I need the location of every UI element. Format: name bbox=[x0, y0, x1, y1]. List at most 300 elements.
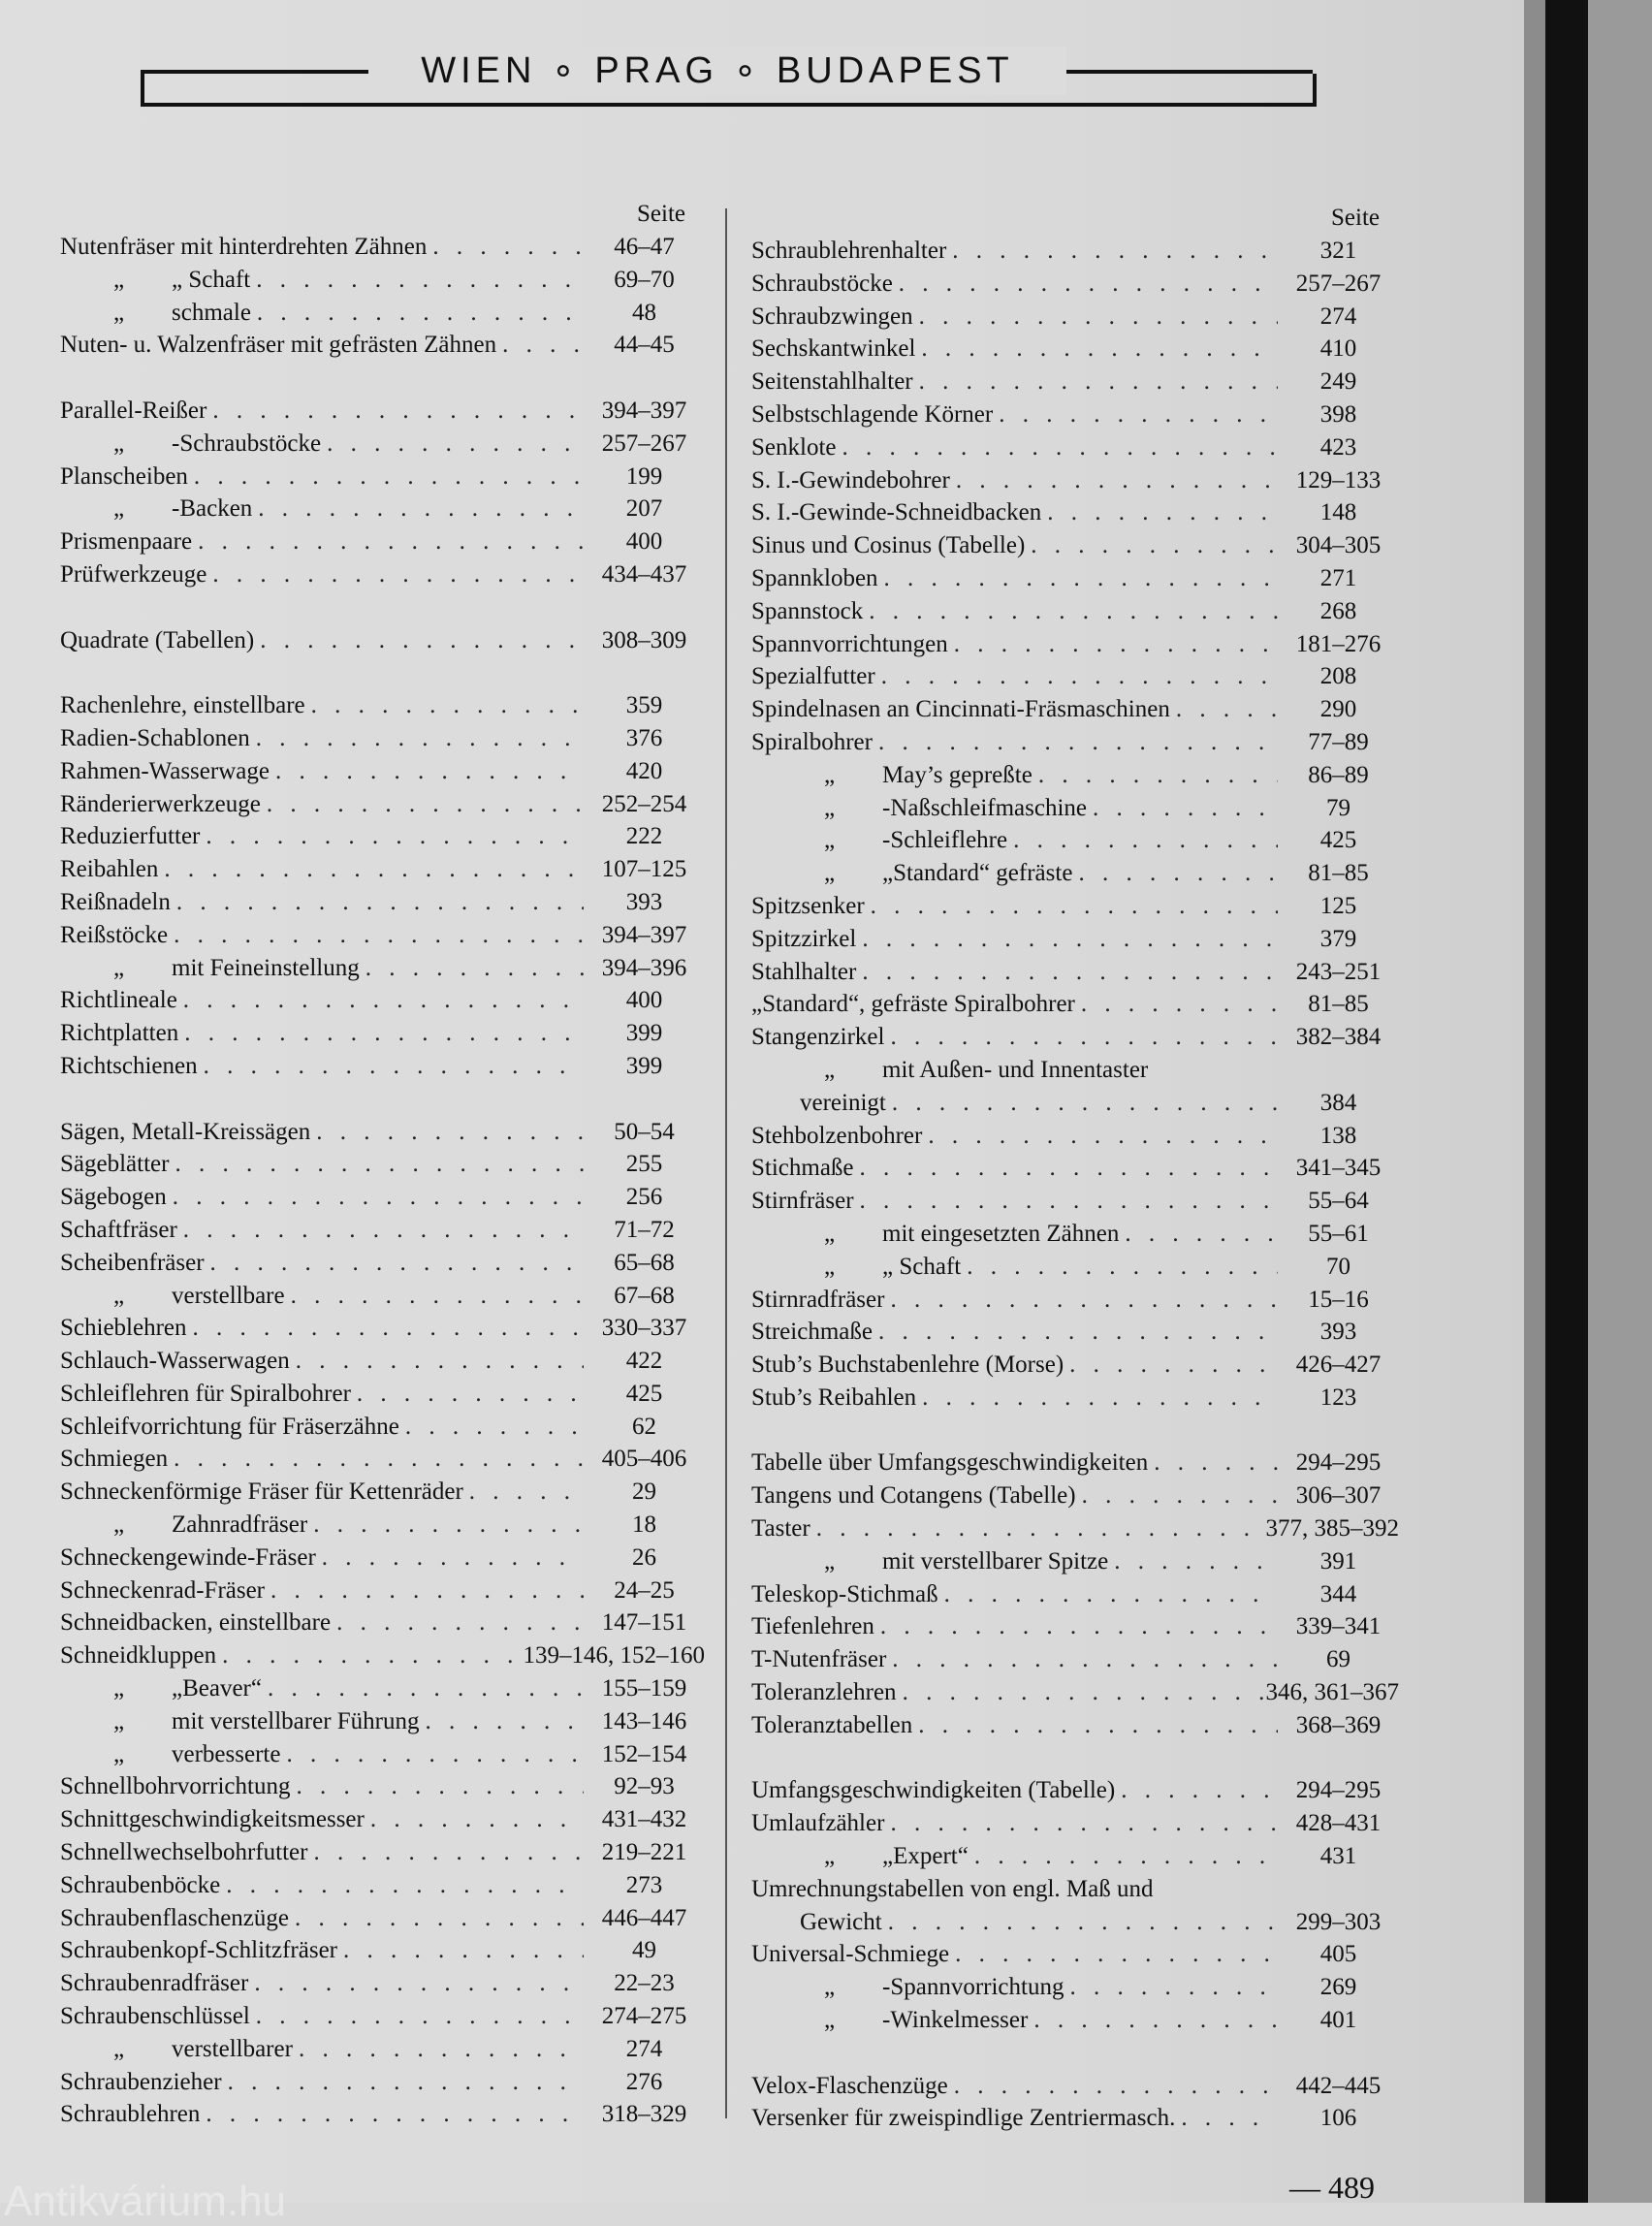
entry-text: Velox-Flaschenzüge bbox=[751, 2072, 948, 2099]
entry-text: Umlaufzähler bbox=[751, 1810, 885, 1837]
index-entry bbox=[60, 1967, 705, 2000]
page-reference: 384 bbox=[1319, 1089, 1357, 1116]
dot-leader bbox=[427, 231, 584, 264]
entry-text: Toleranzlehren bbox=[751, 1679, 897, 1706]
dot-leader bbox=[961, 1251, 1278, 1284]
dot-leader bbox=[1115, 1774, 1278, 1807]
entry-text: -Naßschleifmaschine bbox=[882, 794, 1088, 821]
page-reference: 341–345 bbox=[1295, 1155, 1382, 1182]
entry-text: Schnellwechselbohrfutter bbox=[60, 1839, 308, 1866]
index-entry bbox=[60, 525, 705, 558]
index-entry bbox=[60, 1934, 705, 1967]
dot-leader bbox=[882, 1906, 1278, 1939]
index-entry bbox=[60, 428, 705, 461]
index-entry bbox=[751, 529, 1399, 562]
ditto-mark: „ bbox=[113, 1675, 125, 1702]
entry-term bbox=[751, 988, 1075, 1021]
index-entry bbox=[751, 1382, 1399, 1415]
entry-text: Taster bbox=[751, 1515, 810, 1542]
page-reference: 398 bbox=[1319, 400, 1357, 428]
entry-term bbox=[60, 297, 251, 330]
index-entry bbox=[751, 1906, 1399, 1939]
dot-leader bbox=[198, 1050, 584, 1083]
dot-leader bbox=[969, 1840, 1278, 1873]
section-gap bbox=[751, 2037, 1399, 2070]
index-entry bbox=[60, 493, 705, 525]
page-reference: 55–61 bbox=[1308, 1220, 1369, 1247]
index-entry bbox=[60, 1116, 705, 1149]
page-reference: 393 bbox=[625, 888, 663, 915]
entry-term bbox=[751, 759, 1032, 792]
entry-term bbox=[60, 1345, 290, 1378]
entry-term bbox=[60, 1639, 216, 1672]
index-entry bbox=[60, 1181, 705, 1214]
index-entry bbox=[60, 1312, 705, 1345]
page-reference: 71–72 bbox=[614, 1216, 675, 1243]
entry-text: Schraubenzieher bbox=[60, 2068, 222, 2095]
entry-term bbox=[751, 366, 913, 398]
entry-term bbox=[60, 1738, 280, 1771]
dot-leader bbox=[938, 1578, 1278, 1611]
dot-leader bbox=[177, 1214, 584, 1247]
page-reference: 249 bbox=[1319, 368, 1357, 396]
page-reference: 255 bbox=[625, 1151, 663, 1178]
dot-leader bbox=[1076, 1479, 1278, 1512]
entry-term bbox=[751, 1840, 969, 1873]
entry-text: Reduzierfutter bbox=[60, 823, 201, 850]
entry-text: Spitzzirkel bbox=[751, 925, 857, 952]
page-reference: 65–68 bbox=[614, 1249, 675, 1276]
index-entry bbox=[751, 693, 1399, 726]
dot-leader bbox=[351, 1378, 584, 1411]
entry-text: Stehbolzenbohrer bbox=[751, 1122, 923, 1149]
dot-leader bbox=[216, 1639, 523, 1672]
entry-term bbox=[60, 395, 206, 428]
entry-text: Stangenzirkel bbox=[751, 1024, 885, 1051]
entry-text: Nutenfräser mit hinterdrehten Zähnen bbox=[60, 234, 428, 260]
entry-term bbox=[751, 2070, 948, 2103]
index-entry bbox=[751, 890, 1399, 923]
entry-text: Stirnfräser bbox=[751, 1188, 854, 1215]
entry-text: Schraublehren bbox=[60, 2101, 201, 2128]
page-edge bbox=[1524, 0, 1545, 2203]
entry-term bbox=[751, 1218, 1119, 1251]
page-reference: 15–16 bbox=[1308, 1286, 1369, 1313]
entry-term bbox=[751, 1152, 854, 1185]
page-reference: 207 bbox=[625, 495, 663, 523]
entry-text: Schraubenböcke bbox=[60, 1871, 221, 1898]
entry-text: -Winkelmesser bbox=[882, 2007, 1029, 2034]
dot-leader bbox=[915, 333, 1278, 366]
entry-term bbox=[60, 1280, 285, 1313]
page-reference: 256 bbox=[625, 1184, 663, 1211]
entry-term bbox=[751, 857, 1072, 890]
page-reference: 129–133 bbox=[1295, 466, 1382, 493]
dot-leader bbox=[1064, 1971, 1278, 2004]
entry-text: May’s gepreßte bbox=[882, 761, 1032, 788]
entry-text: Spitzsenker bbox=[751, 892, 865, 919]
index-entry bbox=[751, 235, 1399, 268]
entry-term bbox=[60, 1672, 262, 1705]
index-entry bbox=[60, 264, 705, 297]
ditto-mark: „ bbox=[824, 860, 836, 887]
index-entry bbox=[751, 2070, 1399, 2103]
index-entry bbox=[60, 297, 705, 330]
index-entry bbox=[751, 923, 1399, 956]
entry-text: Schneckengewinde-Fräser bbox=[60, 1543, 316, 1571]
entry-term bbox=[60, 853, 158, 886]
ditto-mark: „ bbox=[824, 1974, 836, 2001]
index-entry bbox=[60, 689, 705, 722]
entry-text: Rahmen-Wasserwage bbox=[60, 757, 270, 784]
page-reference: 273 bbox=[625, 1871, 663, 1898]
entry-term bbox=[60, 624, 254, 657]
index-entry bbox=[751, 1251, 1399, 1284]
entry-text: Spannstock bbox=[751, 597, 864, 624]
dot-leader bbox=[265, 1574, 584, 1607]
dot-leader bbox=[1087, 792, 1278, 825]
page-reference: 26 bbox=[632, 1543, 656, 1571]
page-reference: 81–85 bbox=[1308, 991, 1369, 1018]
index-entry bbox=[751, 1512, 1399, 1545]
dot-leader bbox=[1028, 2004, 1278, 2037]
entry-term bbox=[751, 1971, 1064, 2004]
entry-text: Selbstschlagende Körner bbox=[751, 400, 994, 428]
page-reference: 405 bbox=[1319, 1941, 1357, 1968]
index-entry bbox=[60, 1542, 705, 1574]
index-entry bbox=[751, 857, 1399, 890]
index-entry bbox=[60, 1148, 705, 1181]
page-reference: 442–445 bbox=[1295, 2072, 1382, 2099]
dot-leader bbox=[854, 1152, 1278, 1185]
dot-leader bbox=[946, 235, 1278, 268]
entry-text: Reißstöcke bbox=[60, 921, 169, 948]
entry-text: schmale bbox=[172, 299, 251, 326]
entry-term bbox=[751, 1349, 1064, 1382]
ditto-mark: „ bbox=[113, 1707, 125, 1734]
dot-leader bbox=[496, 329, 584, 362]
dot-leader bbox=[1032, 759, 1278, 792]
entry-text: „ Schaft bbox=[172, 266, 251, 293]
index-entry bbox=[60, 1606, 705, 1639]
entry-text: vereinigt bbox=[800, 1089, 886, 1116]
entry-text: Sechskantwinkel bbox=[751, 335, 916, 363]
entry-text: Streichmaße bbox=[751, 1319, 873, 1346]
ditto-mark: „ bbox=[824, 794, 836, 821]
index-entry bbox=[751, 464, 1399, 497]
dot-leader bbox=[289, 1902, 584, 1935]
index-entry bbox=[751, 1284, 1399, 1317]
page-reference: 138 bbox=[1319, 1122, 1357, 1149]
dot-leader bbox=[250, 2000, 584, 2033]
entry-text: Richtlineale bbox=[60, 987, 177, 1014]
dot-leader bbox=[254, 624, 584, 657]
dot-leader bbox=[251, 297, 584, 330]
dot-leader bbox=[1148, 1447, 1278, 1479]
index-entry bbox=[60, 1509, 705, 1542]
dot-leader bbox=[262, 1672, 584, 1705]
entry-term bbox=[60, 919, 168, 952]
dot-leader bbox=[886, 1087, 1278, 1120]
page-reference: 46–47 bbox=[614, 234, 675, 260]
entry-term bbox=[751, 660, 875, 693]
entry-term bbox=[60, 1705, 420, 1738]
dot-leader bbox=[177, 984, 584, 1017]
entry-text: Schneidbacken, einstellbare bbox=[60, 1609, 332, 1637]
index-entry bbox=[60, 1803, 705, 1836]
entry-term bbox=[60, 2066, 222, 2099]
entry-term bbox=[751, 726, 873, 759]
dot-leader bbox=[854, 1185, 1278, 1218]
entry-text: verstellbarer bbox=[172, 2035, 293, 2062]
index-entry bbox=[751, 1938, 1399, 1971]
dot-leader bbox=[874, 1610, 1278, 1643]
entry-term bbox=[60, 264, 250, 297]
entry-text: „ Schaft bbox=[882, 1253, 962, 1280]
index-entry bbox=[751, 1218, 1399, 1251]
index-entry bbox=[60, 329, 705, 362]
dot-leader bbox=[331, 1606, 584, 1639]
entry-term bbox=[751, 1382, 916, 1415]
index-entry bbox=[60, 2098, 705, 2131]
entry-term bbox=[751, 923, 856, 956]
entry-term bbox=[751, 1054, 1148, 1087]
entry-term bbox=[751, 2004, 1028, 2037]
dot-leader bbox=[270, 755, 584, 788]
page-reference: 44–45 bbox=[614, 332, 675, 359]
entry-term bbox=[60, 1574, 265, 1607]
page-reference: 148 bbox=[1319, 499, 1357, 526]
entry-text: Tabelle über Umfangsgeschwindigkeiten bbox=[751, 1449, 1149, 1477]
index-entry bbox=[60, 853, 705, 886]
index-entry bbox=[60, 1280, 705, 1313]
page-reference: 222 bbox=[625, 823, 663, 850]
entry-text: Spindelnasen an Cincinnati-Fräsmaschinen bbox=[751, 696, 1170, 723]
ditto-mark: „ bbox=[824, 2007, 836, 2034]
section-gap bbox=[751, 1415, 1399, 1447]
dot-leader bbox=[1108, 1545, 1278, 1578]
page-edge-outer bbox=[1588, 0, 1652, 2203]
page-reference: 423 bbox=[1319, 433, 1357, 461]
page-reference: 394–397 bbox=[601, 921, 687, 948]
index-entry bbox=[60, 886, 705, 919]
page-reference: 252–254 bbox=[601, 790, 687, 817]
page-reference: 208 bbox=[1319, 663, 1357, 690]
page-reference: 391 bbox=[1319, 1547, 1357, 1574]
index-entry bbox=[60, 395, 705, 428]
header-rule-right bbox=[1066, 70, 1313, 74]
index-entry bbox=[60, 558, 705, 591]
page-reference: 400 bbox=[625, 528, 663, 556]
entry-text: Toleranztabellen bbox=[751, 1711, 913, 1738]
entry-text: Schleifvorrichtung für Fräserzähne bbox=[60, 1413, 399, 1440]
dot-leader bbox=[280, 1738, 584, 1771]
entry-term bbox=[751, 1512, 810, 1545]
index-entry bbox=[751, 562, 1399, 595]
dot-leader bbox=[316, 1542, 584, 1574]
entry-text: -Backen bbox=[172, 495, 253, 523]
page-reference: 344 bbox=[1319, 1580, 1357, 1607]
dot-leader bbox=[285, 1280, 584, 1313]
index-entry bbox=[751, 1807, 1399, 1840]
entry-text: Stichmaße bbox=[751, 1155, 854, 1182]
entry-text: Sägebogen bbox=[60, 1184, 167, 1211]
entry-text: mit verstellbarer Spitze bbox=[882, 1547, 1109, 1574]
dot-leader bbox=[913, 366, 1278, 398]
entry-term bbox=[751, 956, 856, 989]
index-entry bbox=[751, 1971, 1399, 2004]
page-reference: 29 bbox=[632, 1479, 656, 1506]
ditto-mark: „ bbox=[824, 1547, 836, 1574]
entry-term bbox=[60, 461, 188, 493]
page-reference: 152–154 bbox=[601, 1740, 687, 1767]
entry-term bbox=[751, 268, 893, 301]
entry-text: Stirnradfräser bbox=[751, 1286, 885, 1313]
entry-text: Radien-Schablonen bbox=[60, 724, 250, 751]
dot-leader bbox=[865, 890, 1278, 923]
index-entry bbox=[751, 1021, 1399, 1054]
page-reference: 22–23 bbox=[614, 1970, 675, 1997]
page-reference: 359 bbox=[625, 692, 663, 719]
dot-leader bbox=[307, 1509, 584, 1542]
section-gap bbox=[60, 362, 705, 395]
index-entry bbox=[751, 2102, 1399, 2135]
page-reference: 86–89 bbox=[1308, 761, 1369, 788]
index-entry bbox=[60, 820, 705, 853]
page-reference: 306–307 bbox=[1295, 1482, 1382, 1510]
entry-text: Schlauch-Wasserwagen bbox=[60, 1348, 290, 1375]
entry-term bbox=[751, 1316, 873, 1349]
entry-text: -Schraubstöcke bbox=[172, 429, 322, 457]
entry-term bbox=[60, 755, 270, 788]
index-entry bbox=[60, 755, 705, 788]
dot-leader bbox=[884, 1021, 1278, 1054]
entry-text: Zahnradfräser bbox=[172, 1511, 308, 1539]
dot-leader bbox=[200, 820, 584, 853]
page-reference: 274 bbox=[1319, 302, 1357, 330]
entry-text: Schaftfräser bbox=[60, 1216, 177, 1243]
entry-text: Schraubenkopf-Schlitzfräser bbox=[60, 1937, 337, 1964]
page-reference: 69 bbox=[1326, 1646, 1350, 1673]
dot-leader bbox=[305, 689, 584, 722]
entry-term bbox=[751, 1938, 949, 1971]
entry-text: Reißnadeln bbox=[60, 888, 171, 915]
entry-term bbox=[751, 235, 946, 268]
entry-text: mit Außen- und Innentaster bbox=[882, 1056, 1149, 1083]
index-entry bbox=[751, 431, 1399, 464]
entry-term bbox=[751, 693, 1170, 726]
index-entry bbox=[751, 1447, 1399, 1479]
entry-term bbox=[60, 1542, 316, 1574]
entry-term bbox=[751, 333, 915, 366]
page-reference: 106 bbox=[1319, 2105, 1357, 2132]
entry-text: Schraubenschlüssel bbox=[60, 2003, 250, 2030]
index-entry bbox=[60, 1902, 705, 1935]
entry-term bbox=[60, 329, 496, 362]
dot-leader bbox=[912, 1709, 1278, 1742]
entry-text: Schraubstöcke bbox=[751, 270, 893, 297]
ditto-mark: „ bbox=[113, 954, 125, 981]
entry-term bbox=[751, 1807, 884, 1840]
entry-text: Umrechnungstabellen von engl. Maß und bbox=[751, 1875, 1154, 1902]
index-entry bbox=[60, 624, 705, 657]
page-reference: 50–54 bbox=[614, 1118, 675, 1145]
index-entry bbox=[751, 792, 1399, 825]
entry-term bbox=[60, 689, 305, 722]
entry-text: Seitenstahlhalter bbox=[751, 368, 913, 396]
entry-text: Schleiflehren für Spiralbohrer bbox=[60, 1380, 351, 1407]
page-reference: 92–93 bbox=[614, 1773, 675, 1800]
ditto-mark: „ bbox=[113, 429, 125, 457]
page-reference: 219–221 bbox=[601, 1839, 687, 1866]
dot-leader bbox=[171, 886, 584, 919]
entry-term bbox=[60, 722, 250, 755]
ditto-mark: „ bbox=[824, 1843, 836, 1870]
dot-leader bbox=[169, 1148, 584, 1181]
entry-term bbox=[60, 1443, 168, 1476]
entry-text: Spannvorrichtungen bbox=[751, 630, 948, 657]
dot-leader bbox=[1072, 857, 1278, 890]
index-column-left bbox=[60, 198, 705, 2131]
ditto-mark: „ bbox=[113, 266, 125, 293]
entry-term bbox=[751, 1709, 912, 1742]
dot-leader bbox=[878, 562, 1278, 595]
entry-term bbox=[60, 1770, 290, 1803]
watermark: Antikvárium.hu bbox=[4, 2178, 287, 2225]
entry-text: verbesserte bbox=[172, 1740, 281, 1767]
index-entry bbox=[751, 824, 1399, 857]
index-entry bbox=[751, 1185, 1399, 1218]
entry-term bbox=[60, 1934, 337, 1967]
index-entry bbox=[751, 1709, 1399, 1742]
dot-leader bbox=[1007, 824, 1278, 857]
entry-text: Quadrate (Tabellen) bbox=[60, 626, 255, 653]
page-reference: 79 bbox=[1326, 794, 1350, 821]
section-gap bbox=[60, 1083, 705, 1116]
page-reference: 268 bbox=[1319, 597, 1357, 624]
page-reference: 399 bbox=[625, 1052, 663, 1079]
entry-text: Universal-Schmiege bbox=[751, 1941, 950, 1968]
ditto-mark: „ bbox=[113, 1282, 125, 1309]
entry-term bbox=[751, 792, 1087, 825]
page-reference: 49 bbox=[632, 1937, 656, 1964]
dot-leader bbox=[886, 1643, 1278, 1676]
page-reference: 394–397 bbox=[601, 397, 687, 424]
entry-text: Teleskop-Stichmaß bbox=[751, 1580, 938, 1607]
dot-leader bbox=[1025, 529, 1278, 562]
entry-term bbox=[60, 1214, 177, 1247]
index-entry bbox=[60, 1738, 705, 1771]
dot-leader bbox=[293, 2033, 584, 2066]
page-reference: 431 bbox=[1319, 1843, 1357, 1870]
index-entry bbox=[751, 1479, 1399, 1512]
dot-leader bbox=[206, 558, 584, 591]
entry-text: -Spannvorrichtung bbox=[882, 1974, 1064, 2001]
entry-term bbox=[60, 2098, 200, 2131]
entry-text: Tiefenlehren bbox=[751, 1613, 874, 1640]
entry-term bbox=[60, 1050, 198, 1083]
entry-term bbox=[60, 1312, 187, 1345]
page-reference: 77–89 bbox=[1308, 728, 1369, 755]
entry-term bbox=[60, 1836, 307, 1869]
index-entry bbox=[60, 722, 705, 755]
entry-term bbox=[60, 820, 200, 853]
dot-leader bbox=[1064, 1349, 1278, 1382]
index-entry bbox=[751, 1774, 1399, 1807]
entry-text: Stub’s Buchstabenlehre (Morse) bbox=[751, 1352, 1064, 1379]
page-reference: 410 bbox=[1319, 335, 1357, 363]
page-reference: 318–329 bbox=[601, 2101, 687, 2128]
